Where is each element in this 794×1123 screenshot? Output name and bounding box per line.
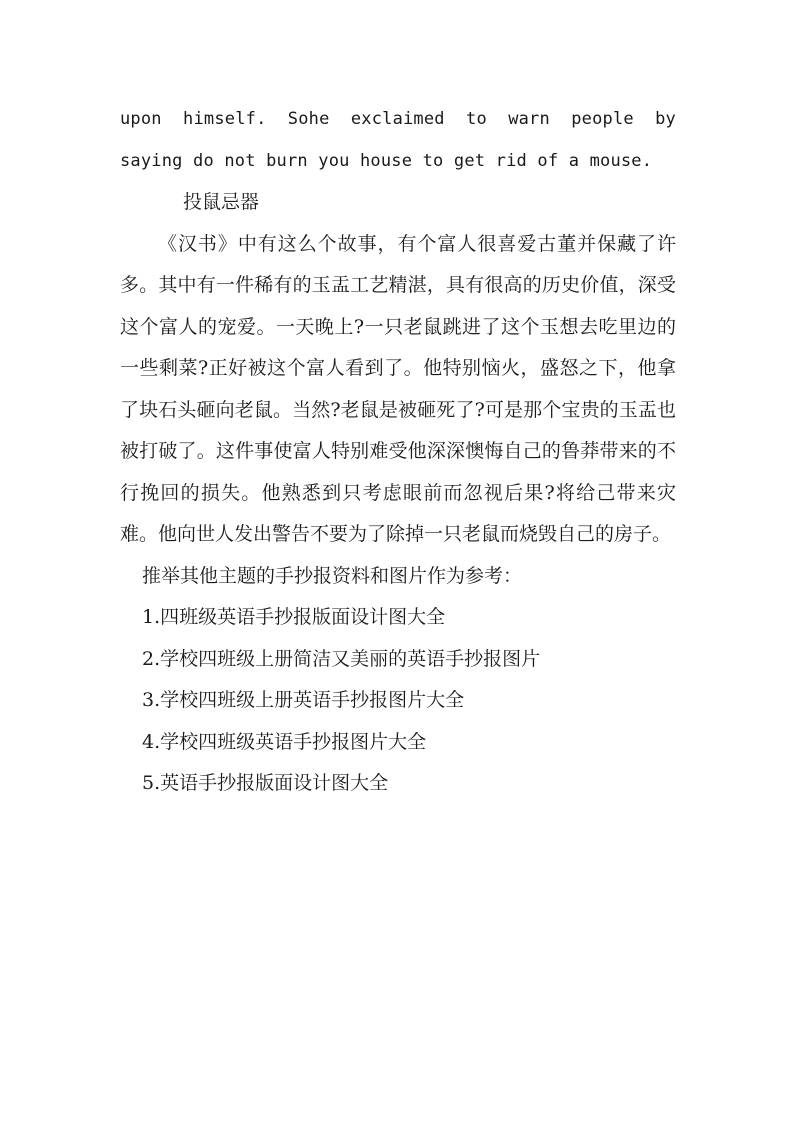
document-body xyxy=(120,99,676,805)
reference-item-4[interactable] xyxy=(120,722,676,764)
section-title: 投鼠忌器 xyxy=(183,191,260,213)
english-text-line-1: upon himself. Sohe exclaimed to warn people by xyxy=(120,109,676,129)
reference-link-text[interactable]: 学校四班级上册英语手抄报图片大全 xyxy=(160,689,465,711)
reference-item-3[interactable] xyxy=(120,680,676,722)
reference-item-5[interactable] xyxy=(120,763,676,805)
reference-number: 4. xyxy=(142,730,161,753)
reference-number: 1. xyxy=(142,606,161,628)
references-intro: 推举其他主题的手抄报资料和图片作为参考： xyxy=(142,564,523,587)
story-paragraph: 《汉书》中有这么个故事，有个富人很喜爱古董并保藏了许多。其中有一件稀有的玉盂工艺精湛，具有很高的历史价值，深受这个富人的宠爱。一天晚上?一只老鼠跳进了这个玉想去吃里边的一些剩菜?正好被这个富人看到了。他特别恼火，盛怒之下，他拿了块石头砸向老鼠。当然?老鼠是被砸死了?可是那个宝贵的玉盂也被打破了。这件事使富人特别难受他深深懊悔自己的鲁莽带来的不行挽回的损失。他熟悉到只考虑眼前而忽视后果?将给己带来灾难。他向世人发出警告不要为了除掉一只老鼠而烧毁自己的房子。 xyxy=(120,232,676,545)
reference-link-text[interactable]: 学校四班级上册简洁又美丽的英语手抄报图片 xyxy=(160,647,541,670)
reference-link-text[interactable]: 学校四班级英语手抄报图片大全 xyxy=(160,730,427,753)
reference-list xyxy=(120,597,676,805)
reference-item-1[interactable] xyxy=(120,597,676,639)
reference-number: 3. xyxy=(142,689,161,711)
reference-link-text[interactable]: 英语手抄报版面设计图大全 xyxy=(160,772,389,794)
reference-number: 2. xyxy=(142,647,161,670)
reference-link-text[interactable]: 四班级英语手抄报版面设计图大全 xyxy=(160,606,446,628)
reference-number: 5. xyxy=(142,772,161,794)
reference-item-2[interactable] xyxy=(120,639,676,681)
english-text-line-2: saying do not burn you house to get rid of a mouse. xyxy=(120,150,653,171)
